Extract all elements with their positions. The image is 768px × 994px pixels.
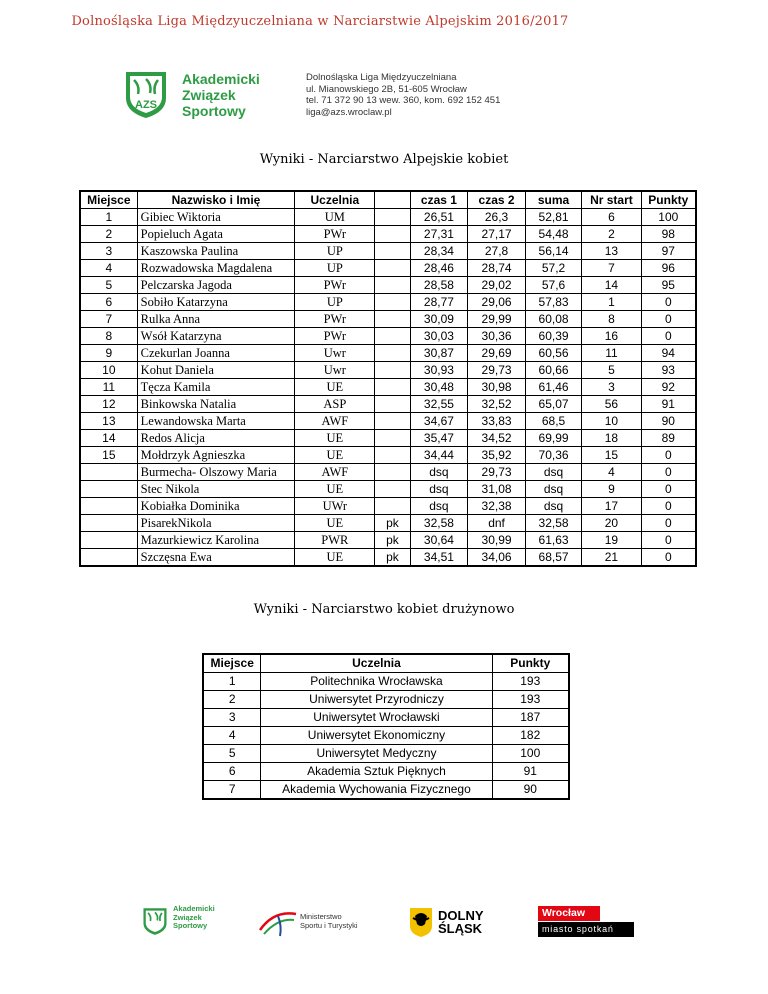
results-cell: 96 (641, 260, 696, 277)
results-cell: UE (295, 481, 375, 498)
team-results-title: Wyniki - Narciarstwo kobiet drużynowo (253, 602, 515, 617)
results-cell: Kobiałka Dominika (137, 498, 295, 515)
results-cell: 30,98 (468, 379, 526, 396)
results-cell: 29,06 (468, 294, 526, 311)
results-cell: Redos Alicja (137, 430, 295, 447)
results-cell (375, 243, 410, 260)
results-cell: 32,58 (525, 515, 581, 532)
results-cell: 26,51 (410, 209, 468, 226)
results-cell: 0 (641, 481, 696, 498)
results-cell: 5 (80, 277, 137, 294)
results-cell: 32,58 (410, 515, 468, 532)
results-cell: 35,92 (468, 447, 526, 464)
results-cell (375, 379, 410, 396)
results-cell: 30,64 (410, 532, 468, 549)
results-cell: Gibiec Wiktoria (137, 209, 295, 226)
results-cell (80, 549, 137, 567)
results-cell: dsq (525, 464, 581, 481)
results-cell: 0 (641, 447, 696, 464)
results-cell: 3 (80, 243, 137, 260)
results-cell: 6 (582, 209, 641, 226)
results-cell (375, 260, 410, 277)
results-cell: Pelczarska Jagoda (137, 277, 295, 294)
results-cell: pk (375, 515, 410, 532)
results-cell: 56 (582, 396, 641, 413)
results-table (79, 190, 697, 567)
team-col-header: Punkty (492, 654, 569, 673)
results-cell: Czekurlan Joanna (137, 345, 295, 362)
team-cell: 4 (203, 727, 261, 745)
results-col-header: czas 1 (410, 191, 468, 209)
results-cell: 65,07 (525, 396, 581, 413)
team-cell: 5 (203, 745, 261, 763)
results-cell: 90 (641, 413, 696, 430)
results-header-row (80, 191, 696, 209)
table-row (80, 345, 696, 362)
azs-letterhead (120, 68, 540, 128)
results-cell: 1 (582, 294, 641, 311)
results-cell: UE (295, 430, 375, 447)
results-col-header: Punkty (641, 191, 696, 209)
results-cell: UP (295, 243, 375, 260)
results-cell: 1 (80, 209, 137, 226)
results-cell: 30,93 (410, 362, 468, 379)
results-cell: 2 (80, 226, 137, 243)
results-cell: 70,36 (525, 447, 581, 464)
results-cell: 52,81 (525, 209, 581, 226)
results-cell: 34,51 (410, 549, 468, 567)
results-cell: UP (295, 294, 375, 311)
results-cell: 57,6 (525, 277, 581, 294)
results-cell: 93 (641, 362, 696, 379)
footer-azs-line-2: Związek (173, 912, 202, 922)
results-cell: 29,02 (468, 277, 526, 294)
results-cell (375, 447, 410, 464)
results-cell: 28,46 (410, 260, 468, 277)
table-row (80, 413, 696, 430)
table-row (80, 549, 696, 567)
results-cell: 6 (80, 294, 137, 311)
footer-dolny-slask-text (438, 909, 484, 935)
results-cell: 0 (641, 549, 696, 567)
results-cell (375, 430, 410, 447)
results-col-header: Uczelnia (295, 191, 375, 209)
dolny-slask-eagle-icon (408, 906, 434, 938)
results-cell: Kohut Daniela (137, 362, 295, 379)
team-cell: 3 (203, 709, 261, 727)
results-cell: UP (295, 260, 375, 277)
results-cell: Mazurkiewicz Karolina (137, 532, 295, 549)
results-cell: UWr (295, 498, 375, 515)
results-cell: 11 (80, 379, 137, 396)
azs-line-3: Sportowy (182, 103, 246, 119)
results-cell: 19 (582, 532, 641, 549)
results-cell (80, 515, 137, 532)
results-cell: PWr (295, 311, 375, 328)
wroclaw-slogan: miasto spotkań (538, 922, 634, 937)
results-title: Wyniki - Narciarstwo Alpejskie kobiet (259, 152, 509, 167)
results-cell: 14 (582, 277, 641, 294)
results-col-header: suma (525, 191, 581, 209)
table-row (80, 430, 696, 447)
results-cell: 92 (641, 379, 696, 396)
results-cell: Sobiło Katarzyna (137, 294, 295, 311)
results-cell (375, 294, 410, 311)
azs-logo-icon (120, 68, 172, 120)
results-cell: 0 (641, 328, 696, 345)
results-cell: 34,52 (468, 430, 526, 447)
results-cell: PisarekNikola (137, 515, 295, 532)
results-cell: dnf (468, 515, 526, 532)
results-cell (375, 481, 410, 498)
results-cell: 17 (582, 498, 641, 515)
contact-email[interactable]: liga@azs.wroclaw.pl (306, 106, 392, 118)
results-cell: 60,39 (525, 328, 581, 345)
results-cell: 29,73 (468, 464, 526, 481)
azs-logo-text (182, 71, 260, 119)
table-row (203, 691, 569, 709)
table-row (80, 464, 696, 481)
results-cell: 61,46 (525, 379, 581, 396)
table-row (80, 226, 696, 243)
results-cell: 15 (582, 447, 641, 464)
azs-mark-text: AZS (135, 99, 157, 111)
results-cell: 94 (641, 345, 696, 362)
results-cell (375, 311, 410, 328)
results-cell: Mołdrzyk Agnieszka (137, 447, 295, 464)
footer-sponsor-logos (0, 900, 768, 950)
results-cell (375, 277, 410, 294)
results-cell: AWF (295, 413, 375, 430)
page-header-title: Dolnośląska Liga Międzyuczelniana w Narciarstwie Alpejskim 2016/2017 (71, 14, 569, 29)
results-cell: 30,36 (468, 328, 526, 345)
results-col-header: Miejsce (80, 191, 137, 209)
team-cell: Uniwersytet Ekonomiczny (261, 727, 492, 745)
ministry-line-2: Sportu i Turystyki (300, 921, 358, 930)
footer-azs-line-1: Akademicki (173, 904, 215, 913)
results-cell: Kaszowska Paulina (137, 243, 295, 260)
results-cell: 13 (582, 243, 641, 260)
results-cell: 13 (80, 413, 137, 430)
results-cell: 5 (582, 362, 641, 379)
results-cell: Uwr (295, 362, 375, 379)
table-row (80, 396, 696, 413)
results-cell: UM (295, 209, 375, 226)
results-cell: dsq (410, 498, 468, 515)
results-cell: 0 (641, 532, 696, 549)
results-cell (375, 362, 410, 379)
results-cell: 97 (641, 243, 696, 260)
table-row (80, 362, 696, 379)
results-cell: 14 (80, 430, 137, 447)
results-cell: 57,83 (525, 294, 581, 311)
results-cell: 7 (80, 311, 137, 328)
wroclaw-label: Wrocław (538, 906, 600, 921)
results-cell: UE (295, 379, 375, 396)
results-cell: 28,34 (410, 243, 468, 260)
results-cell: 28,77 (410, 294, 468, 311)
ministry-swoosh-icon (258, 908, 298, 938)
table-row (80, 481, 696, 498)
results-cell (80, 464, 137, 481)
footer-ministry-logo (258, 908, 398, 938)
table-row (80, 209, 696, 226)
results-cell: Wsół Katarzyna (137, 328, 295, 345)
team-cell: 91 (492, 763, 569, 781)
results-cell: ASP (295, 396, 375, 413)
azs-line-1: Akademicki (182, 71, 260, 87)
table-row (203, 781, 569, 800)
results-cell: 54,48 (525, 226, 581, 243)
results-cell: 28,74 (468, 260, 526, 277)
results-cell: 57,2 (525, 260, 581, 277)
results-cell: UE (295, 447, 375, 464)
table-row (80, 277, 696, 294)
results-col-header: Nazwisko i Imię (137, 191, 295, 209)
team-cell: Akademia Wychowania Fizycznego (261, 781, 492, 800)
results-cell: 28,58 (410, 277, 468, 294)
results-cell: 29,99 (468, 311, 526, 328)
results-cell (375, 226, 410, 243)
contact-address: ul. Mianowskiego 2B, 51-605 Wrocław (306, 83, 467, 95)
results-cell: Lewandowska Marta (137, 413, 295, 430)
results-cell: 95 (641, 277, 696, 294)
contact-phone: tel. 71 372 90 13 wew. 360, kom. 692 152 451 (306, 95, 501, 106)
team-header-row (203, 654, 569, 673)
results-cell: 21 (582, 549, 641, 567)
results-col-header: czas 2 (468, 191, 526, 209)
results-cell: 27,17 (468, 226, 526, 243)
results-cell: 60,08 (525, 311, 581, 328)
results-cell (375, 413, 410, 430)
results-cell: Popieluch Agata (137, 226, 295, 243)
results-cell: 33,83 (468, 413, 526, 430)
results-cell: 29,73 (468, 362, 526, 379)
results-cell: 35,47 (410, 430, 468, 447)
team-col-header: Uczelnia (261, 654, 492, 673)
results-cell: 34,06 (468, 549, 526, 567)
results-cell: 4 (582, 464, 641, 481)
results-cell: 32,55 (410, 396, 468, 413)
results-cell: 61,63 (525, 532, 581, 549)
team-col-header: Miejsce (203, 654, 261, 673)
results-cell: 26,3 (468, 209, 526, 226)
results-cell: 68,57 (525, 549, 581, 567)
results-cell: Szczęsna Ewa (137, 549, 295, 567)
results-cell: 8 (80, 328, 137, 345)
results-cell: 12 (80, 396, 137, 413)
results-cell: 10 (80, 362, 137, 379)
results-cell: dsq (410, 464, 468, 481)
results-cell: 9 (582, 481, 641, 498)
team-cell: Akademia Sztuk Pięknych (261, 763, 492, 781)
table-row (80, 294, 696, 311)
results-cell: 16 (582, 328, 641, 345)
contact-org: Dolnośląska Liga Międzyuczelniana (306, 72, 457, 83)
results-cell: 31,08 (468, 481, 526, 498)
results-cell: 100 (641, 209, 696, 226)
table-row (203, 727, 569, 745)
team-cell: 193 (492, 691, 569, 709)
results-cell: 9 (80, 345, 137, 362)
team-results-table (202, 653, 570, 800)
results-cell: 56,14 (525, 243, 581, 260)
team-cell: 193 (492, 673, 569, 691)
results-cell: 32,38 (468, 498, 526, 515)
results-cell (375, 464, 410, 481)
results-cell: 7 (582, 260, 641, 277)
results-cell: 0 (641, 515, 696, 532)
results-cell: UE (295, 549, 375, 567)
table-row (80, 515, 696, 532)
results-cell (80, 481, 137, 498)
results-cell: Uwr (295, 345, 375, 362)
results-cell: 11 (582, 345, 641, 362)
footer-ministry-text (300, 912, 358, 930)
results-cell: 32,52 (468, 396, 526, 413)
results-cell: 3 (582, 379, 641, 396)
table-row (203, 673, 569, 691)
results-cell (375, 396, 410, 413)
results-cell: 0 (641, 311, 696, 328)
results-cell: Stec Nikola (137, 481, 295, 498)
results-cell: dsq (525, 498, 581, 515)
results-cell: 69,99 (525, 430, 581, 447)
results-cell (375, 209, 410, 226)
results-col-header (375, 191, 410, 209)
results-cell: Rozwadowska Magdalena (137, 260, 295, 277)
results-cell: 60,56 (525, 345, 581, 362)
table-row (203, 709, 569, 727)
footer-dolny-slask-logo (408, 906, 498, 940)
results-cell (80, 532, 137, 549)
contact-info (306, 72, 500, 118)
azs-line-2: Związek (182, 87, 236, 103)
results-cell: 2 (582, 226, 641, 243)
results-cell: 18 (582, 430, 641, 447)
results-cell: dsq (410, 481, 468, 498)
results-cell: PWr (295, 226, 375, 243)
footer-azs-logo (140, 904, 220, 940)
results-cell: 8 (582, 311, 641, 328)
results-cell: 4 (80, 260, 137, 277)
results-cell (375, 498, 410, 515)
team-cell: 100 (492, 745, 569, 763)
table-row (80, 379, 696, 396)
dolny-line-1: DOLNY (438, 908, 484, 923)
results-cell: 60,66 (525, 362, 581, 379)
results-cell: 30,03 (410, 328, 468, 345)
team-cell: 182 (492, 727, 569, 745)
results-cell: 34,44 (410, 447, 468, 464)
team-cell: 1 (203, 673, 261, 691)
team-cell: Uniwersytet Wrocławski (261, 709, 492, 727)
results-cell (375, 345, 410, 362)
results-cell: 30,09 (410, 311, 468, 328)
team-cell: 90 (492, 781, 569, 800)
results-cell: 0 (641, 464, 696, 481)
results-cell: PWR (295, 532, 375, 549)
results-cell: PWr (295, 277, 375, 294)
results-cell: Binkowska Natalia (137, 396, 295, 413)
results-cell: 30,48 (410, 379, 468, 396)
results-cell: 15 (80, 447, 137, 464)
results-cell: 29,69 (468, 345, 526, 362)
ministry-line-1: Ministerstwo (300, 912, 342, 921)
footer-azs-text (173, 905, 215, 931)
results-cell: 89 (641, 430, 696, 447)
team-cell: 6 (203, 763, 261, 781)
dolny-line-2: ŚLĄSK (438, 921, 483, 936)
results-cell: AWF (295, 464, 375, 481)
results-cell: dsq (525, 481, 581, 498)
results-cell: pk (375, 549, 410, 567)
results-cell: 10 (582, 413, 641, 430)
team-cell: 2 (203, 691, 261, 709)
results-cell: Burmecha- Olszowy Maria (137, 464, 295, 481)
footer-wroclaw-logo (538, 906, 638, 940)
results-cell: 20 (582, 515, 641, 532)
team-cell: Politechnika Wrocławska (261, 673, 492, 691)
results-cell: 27,8 (468, 243, 526, 260)
team-cell: Uniwersytet Medyczny (261, 745, 492, 763)
results-cell (375, 328, 410, 345)
table-row (80, 243, 696, 260)
results-cell: 27,31 (410, 226, 468, 243)
results-cell: 98 (641, 226, 696, 243)
results-cell (80, 498, 137, 515)
footer-azs-icon (140, 904, 170, 938)
results-cell: 0 (641, 498, 696, 515)
team-cell: Uniwersytet Przyrodniczy (261, 691, 492, 709)
team-cell: 7 (203, 781, 261, 800)
footer-azs-line-3: Sportowy (173, 921, 208, 930)
results-col-header: Nr start (582, 191, 641, 209)
results-cell: Tęcza Kamila (137, 379, 295, 396)
results-cell: PWr (295, 328, 375, 345)
table-row (80, 260, 696, 277)
results-cell: pk (375, 532, 410, 549)
team-cell: 187 (492, 709, 569, 727)
results-cell: 0 (641, 294, 696, 311)
table-row (203, 763, 569, 781)
results-cell: 91 (641, 396, 696, 413)
table-row (80, 328, 696, 345)
results-cell: 68,5 (525, 413, 581, 430)
table-row (80, 498, 696, 515)
results-cell: 30,87 (410, 345, 468, 362)
results-cell: 34,67 (410, 413, 468, 430)
results-cell: UE (295, 515, 375, 532)
results-cell: 30,99 (468, 532, 526, 549)
table-row (80, 532, 696, 549)
table-row (80, 311, 696, 328)
table-row (203, 745, 569, 763)
table-row (80, 447, 696, 464)
results-cell: Rulka Anna (137, 311, 295, 328)
